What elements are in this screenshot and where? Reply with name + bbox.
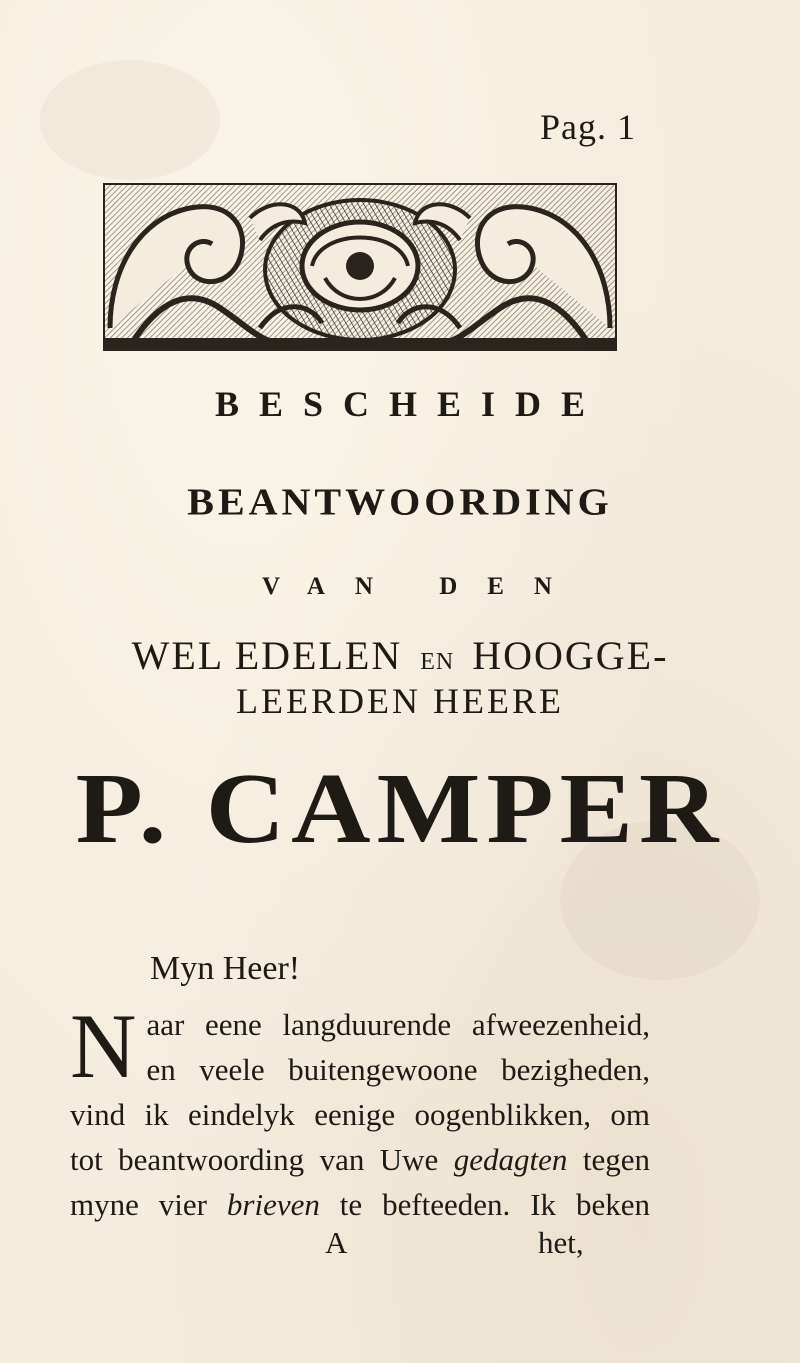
body-line-5-tail: te befteeden. Ik beken [319,1187,650,1222]
body-text [70,995,650,1227]
addressee-line-1 [0,632,800,679]
signature-mark: A [325,1225,348,1260]
addressee-part-2: HOOGGE- [472,633,669,678]
salutation: Myn Heer! [150,950,301,987]
document-kind: BESCHEIDE [214,384,606,424]
italic-word: gedagten [453,1142,568,1177]
body-line-4-tail: tegen [567,1142,650,1177]
page-number: Pag. 1 [540,107,636,147]
body-line-5-text: myne vier [70,1187,227,1222]
body-line-3-text: vind ik eindelyk eenige oogenblikken, om [70,1097,650,1132]
body-line-2: en veele buitengewoone bezigheden, [146,1052,650,1087]
drop-capital: N [70,995,137,1097]
addressee-conjunction: EN [420,649,455,675]
body-line-3 [70,1092,650,1137]
decorative-headpiece [100,178,620,356]
document-title: BEANTWOORDING [187,480,613,523]
from-line: VAN DEN [262,573,582,600]
body-line-1: aar eene langduurende afweezenheid, [146,1007,650,1042]
body-line-4-text: tot beantwoording van Uwe [70,1142,454,1177]
addressee-line-2: LEERDEN HEERE [236,681,564,721]
body-line-5 [70,1182,650,1227]
paper-stain [40,60,220,180]
catchword: het, [538,1225,584,1260]
addressee-part-1: WEL EDELEN [131,633,403,678]
body-line-4 [70,1137,650,1182]
author-name: P. CAMPER [75,751,725,865]
italic-word: brieven [226,1187,320,1222]
